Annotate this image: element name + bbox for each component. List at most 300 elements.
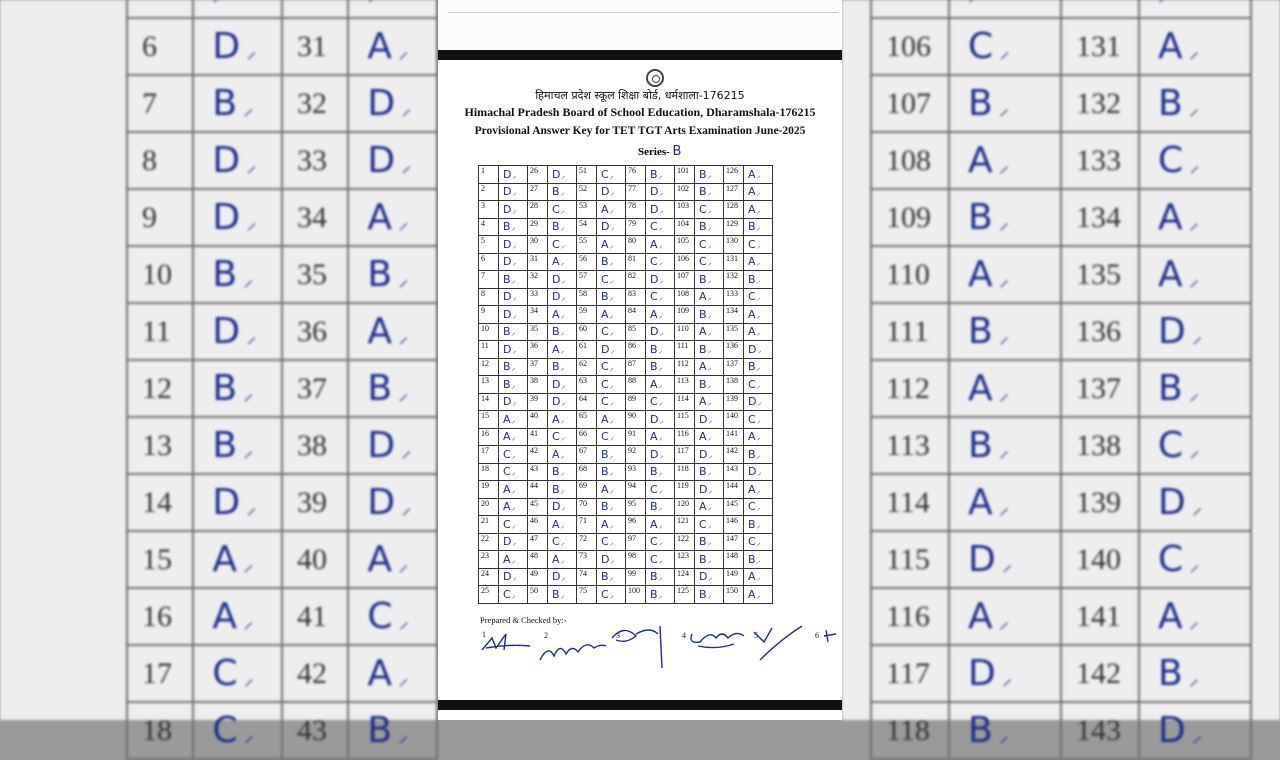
left-zoom-question-number: 42 (282, 645, 348, 702)
answer-option: C ⸝ (646, 218, 675, 236)
answer-option: D ⸝ (548, 393, 577, 411)
left-zoom-question-number: 17 (127, 645, 193, 702)
right-zoom-grid (870, 0, 1252, 760)
left-zoom-row (127, 189, 437, 246)
answer-option: B ⸝ (695, 183, 724, 201)
answer-option: C ⸝ (499, 516, 528, 534)
signatory-number-3: 3 (616, 631, 620, 640)
signature-1 (478, 620, 538, 670)
question-number: 128 (724, 201, 744, 219)
answer-option: D ⸝ (597, 341, 626, 359)
right-zoom-row (871, 702, 1251, 759)
right-zoom-answer-option: B ⸝ (949, 189, 1061, 246)
question-number: 33 (528, 288, 548, 306)
signature-6 (822, 620, 842, 670)
question-number: 126 (724, 166, 744, 184)
answer-option: A ⸝ (548, 551, 577, 569)
left-zoom-answer-option: D ⸝ (193, 189, 282, 246)
left-zoom-row (127, 474, 437, 531)
right-zoom-row (871, 474, 1251, 531)
question-number: 107 (675, 271, 695, 289)
answer-option: B ⸝ (499, 271, 528, 289)
signatory-number-4: 4 (682, 631, 686, 640)
question-number: 64 (577, 393, 597, 411)
left-zoom-question-number: 41 (282, 588, 348, 645)
left-zoom-question-number: 33 (282, 132, 348, 189)
question-number: 53 (577, 201, 597, 219)
question-number: 47 (528, 533, 548, 551)
answer-option: C ⸝ (744, 498, 773, 516)
left-zoom-answer-option: A ⸝ (193, 588, 282, 645)
answer-option: B ⸝ (597, 253, 626, 271)
answer-row (479, 166, 773, 184)
answer-option: C ⸝ (695, 253, 724, 271)
question-number: 127 (724, 183, 744, 201)
question-number: 28 (528, 201, 548, 219)
question-number: 115 (675, 411, 695, 429)
answer-option: A ⸝ (744, 201, 773, 219)
answer-option: A ⸝ (695, 498, 724, 516)
question-number: 141 (724, 428, 744, 446)
answer-option: A ⸝ (548, 253, 577, 271)
right-zoom-question-number: 118 (871, 702, 949, 759)
question-number: 131 (724, 253, 744, 271)
question-number: 66 (577, 428, 597, 446)
question-number: 91 (626, 428, 646, 446)
question-number: 48 (528, 551, 548, 569)
left-zoom-question-number: 38 (282, 417, 348, 474)
answer-option: D ⸝ (548, 166, 577, 184)
answer-option: A ⸝ (548, 446, 577, 464)
answer-row (479, 236, 773, 254)
question-number: 31 (528, 253, 548, 271)
page-divider-bottom (438, 700, 842, 710)
answer-option: A ⸝ (695, 393, 724, 411)
question-number: 13 (479, 376, 499, 394)
answer-option: B ⸝ (597, 446, 626, 464)
left-zoom-answer-option: C ⸝ (193, 645, 282, 702)
question-number: 43 (528, 463, 548, 481)
question-number: 42 (528, 446, 548, 464)
right-zoom-answer-option: B ⸝ (1139, 75, 1251, 132)
answer-option: B ⸝ (744, 271, 773, 289)
answer-option: B ⸝ (597, 288, 626, 306)
right-zoom-question-number: 142 (1061, 645, 1139, 702)
question-number: 15 (479, 411, 499, 429)
right-zoom-question-number: 112 (871, 360, 949, 417)
answer-option: C ⸝ (499, 446, 528, 464)
answer-option: C ⸝ (499, 463, 528, 481)
question-number: 72 (577, 533, 597, 551)
question-number: 104 (675, 218, 695, 236)
right-zoom-row (871, 18, 1251, 75)
left-zoom-answer-option: D ⸝ (193, 18, 282, 75)
answer-option: B ⸝ (744, 516, 773, 534)
question-number: 95 (626, 498, 646, 516)
left-zoom-row (127, 75, 437, 132)
answer-option: C ⸝ (646, 253, 675, 271)
answer-option: C ⸝ (597, 358, 626, 376)
question-number: 102 (675, 183, 695, 201)
left-zoom-answer-option: A ⸝ (348, 531, 437, 588)
answer-row (479, 446, 773, 464)
right-zoom-answer-option: A ⸝ (949, 588, 1061, 645)
question-number: 121 (675, 516, 695, 534)
answer-row (479, 393, 773, 411)
question-number: 84 (626, 306, 646, 324)
answer-option: A ⸝ (744, 183, 773, 201)
right-zoom-row (871, 531, 1251, 588)
board-name-english: Himachal Pradesh Board of School Education, Dharamshala-176215 (464, 105, 816, 119)
question-number: 20 (479, 498, 499, 516)
question-number: 120 (675, 498, 695, 516)
question-number: 116 (675, 428, 695, 446)
right-zoom-question-number: 133 (1061, 132, 1139, 189)
question-number: 146 (724, 516, 744, 534)
answer-option: C ⸝ (597, 166, 626, 184)
answer-option: A ⸝ (499, 411, 528, 429)
left-zoom-answer-option: D ⸝ (348, 417, 437, 474)
answer-option: B ⸝ (597, 463, 626, 481)
left-zoom-answer-option: D ⸝ (348, 132, 437, 189)
question-number: 85 (626, 323, 646, 341)
answer-option: C ⸝ (744, 411, 773, 429)
question-number: 149 (724, 568, 744, 586)
answer-option: D ⸝ (499, 568, 528, 586)
answer-option: D ⸝ (499, 253, 528, 271)
answer-option: B ⸝ (548, 586, 577, 604)
answer-option: C ⸝ (548, 428, 577, 446)
right-zoom-answer-option: A ⸝ (1139, 189, 1251, 246)
question-number: 19 (479, 481, 499, 499)
question-number: 83 (626, 288, 646, 306)
question-number: 111 (675, 341, 695, 359)
series-label: Series- (638, 146, 670, 158)
question-number: 78 (626, 201, 646, 219)
board-emblem-icon (646, 69, 664, 87)
answer-option: C ⸝ (597, 271, 626, 289)
answer-option: A ⸝ (646, 428, 675, 446)
answer-row (479, 568, 773, 586)
right-zoom-answer-option: A ⸝ (1139, 588, 1251, 645)
right-zoom-answer-option: B ⸝ (949, 702, 1061, 759)
answer-option: D ⸝ (646, 411, 675, 429)
left-zoom-answer-option: B ⸝ (348, 360, 437, 417)
answer-option: A ⸝ (548, 341, 577, 359)
left-zoom-question-number: 11 (127, 303, 193, 360)
right-zoom-question-number: 116 (871, 588, 949, 645)
answer-option: C ⸝ (646, 393, 675, 411)
question-number: 16 (479, 428, 499, 446)
question-number: 132 (724, 271, 744, 289)
answer-option: D ⸝ (499, 201, 528, 219)
answer-option: A ⸝ (548, 306, 577, 324)
answer-option: A ⸝ (695, 358, 724, 376)
answer-option: C ⸝ (597, 428, 626, 446)
right-zoom-question-number: 137 (1061, 360, 1139, 417)
answer-option: D ⸝ (548, 376, 577, 394)
right-zoom-answer-option: C ⸝ (1139, 417, 1251, 474)
answer-option: A ⸝ (695, 288, 724, 306)
right-zoom-question-number: 139 (1061, 474, 1139, 531)
question-number: 24 (479, 568, 499, 586)
question-number: 122 (675, 533, 695, 551)
board-name-hindi: हिमाचल प्रदेश स्कूल शिक्षा बोर्ड, धर्मशाला-176215 (535, 89, 745, 102)
left-zoom-answer-option: A ⸝ (348, 18, 437, 75)
question-number: 94 (626, 481, 646, 499)
answer-option: B ⸝ (695, 306, 724, 324)
right-zoom-answer-option: C ⸝ (949, 18, 1061, 75)
answer-option: D ⸝ (548, 498, 577, 516)
left-zoom-answer-option: D ⸝ (193, 132, 282, 189)
question-number: 108 (675, 288, 695, 306)
question-number: 17 (479, 446, 499, 464)
answer-row (479, 323, 773, 341)
right-zoom-body (871, 18, 1251, 759)
answer-option: D ⸝ (695, 446, 724, 464)
question-number: 150 (724, 586, 744, 604)
question-number: 58 (577, 288, 597, 306)
answer-option: B ⸝ (744, 218, 773, 236)
answer-option: D ⸝ (646, 271, 675, 289)
answer-row (479, 358, 773, 376)
question-number: 62 (577, 358, 597, 376)
question-number: 124 (675, 568, 695, 586)
answer-option: D ⸝ (695, 411, 724, 429)
right-zoom-question-number: 136 (1061, 303, 1139, 360)
left-zoom-question-number: 7 (127, 75, 193, 132)
left-zoom-answer-option: A ⸝ (348, 189, 437, 246)
right-zoom-question-number: 117 (871, 645, 949, 702)
left-zoom-answer-option: A ⸝ (193, 531, 282, 588)
question-number: 36 (528, 341, 548, 359)
answer-option: B ⸝ (548, 481, 577, 499)
answer-option: B ⸝ (548, 218, 577, 236)
answer-option: C ⸝ (499, 586, 528, 604)
question-number: 32 (528, 271, 548, 289)
right-zoom-row (871, 75, 1251, 132)
answer-option: C ⸝ (695, 236, 724, 254)
left-zoom-body (127, 18, 437, 759)
question-number: 63 (577, 376, 597, 394)
question-number: 26 (528, 166, 548, 184)
answer-option: D ⸝ (499, 236, 528, 254)
answer-option: A ⸝ (597, 516, 626, 534)
question-number: 23 (479, 551, 499, 569)
right-zoom-question-number: 107 (871, 75, 949, 132)
answer-option: B ⸝ (744, 551, 773, 569)
answer-option: D ⸝ (597, 218, 626, 236)
left-zoom-question-number: 12 (127, 360, 193, 417)
answer-key-body (479, 166, 773, 604)
question-number: 49 (528, 568, 548, 586)
answer-option: A ⸝ (744, 568, 773, 586)
answer-option: C ⸝ (548, 533, 577, 551)
question-number: 106 (675, 253, 695, 271)
right-zoom-answer-option: C ⸝ (1139, 132, 1251, 189)
page-divider-top (438, 50, 842, 60)
left-zoom-question-number: 9 (127, 189, 193, 246)
prepared-checked-label: Prepared & Checked by:- (480, 615, 567, 625)
right-zoom-question-number: 141 (1061, 588, 1139, 645)
answer-option: A ⸝ (597, 481, 626, 499)
document-title: Provisional Answer Key for TET TGT Arts Examination June-2025 (474, 125, 806, 137)
answer-key-table (478, 165, 773, 604)
question-number: 137 (724, 358, 744, 376)
left-zoom-answer-option: B ⸝ (193, 75, 282, 132)
right-zoom-row (871, 360, 1251, 417)
answer-option: B ⸝ (695, 166, 724, 184)
question-number: 29 (528, 218, 548, 236)
left-zoom-question-number: 16 (127, 588, 193, 645)
signature-4 (686, 620, 756, 670)
question-number: 100 (626, 586, 646, 604)
right-zoom-question-number: 135 (1061, 246, 1139, 303)
question-number: 34 (528, 306, 548, 324)
answer-option: B ⸝ (695, 218, 724, 236)
right-zoom-answer-option: A ⸝ (949, 132, 1061, 189)
answer-option: A ⸝ (744, 253, 773, 271)
signature-5 (750, 620, 810, 670)
right-zoom-answer-option: B ⸝ (949, 303, 1061, 360)
right-zoom-answer-option: B ⸝ (1139, 360, 1251, 417)
answer-option: A ⸝ (646, 306, 675, 324)
answer-option: A ⸝ (695, 428, 724, 446)
right-zoom-row (871, 588, 1251, 645)
right-zoom-question-number: 109 (871, 189, 949, 246)
answer-row (479, 306, 773, 324)
left-zoom-answer-option: D ⸝ (348, 474, 437, 531)
question-number: 135 (724, 323, 744, 341)
question-number: 18 (479, 463, 499, 481)
answer-option: A ⸝ (744, 306, 773, 324)
question-number: 147 (724, 533, 744, 551)
answer-row (479, 463, 773, 481)
answer-option: B ⸝ (548, 358, 577, 376)
question-number: 89 (626, 393, 646, 411)
right-zoom-question-number: 108 (871, 132, 949, 189)
right-zoom-answer-option: D ⸝ (949, 531, 1061, 588)
right-zoom-answer-option: D ⸝ (1139, 303, 1251, 360)
right-zoom-question-number: 131 (1061, 18, 1139, 75)
answer-option: B ⸝ (744, 358, 773, 376)
right-zoom-question-number: 111 (871, 303, 949, 360)
question-number: 21 (479, 516, 499, 534)
left-zoom-answer-option: B ⸝ (193, 246, 282, 303)
answer-option: D ⸝ (499, 393, 528, 411)
left-zoom-row (127, 303, 437, 360)
answer-option: D ⸝ (646, 201, 675, 219)
answer-option: B ⸝ (646, 586, 675, 604)
answer-option: C ⸝ (646, 533, 675, 551)
question-number: 46 (528, 516, 548, 534)
answer-option: B ⸝ (646, 358, 675, 376)
right-zoom-answer-option: A ⸝ (949, 246, 1061, 303)
answer-row (479, 218, 773, 236)
right-zoom-answer-option: B ⸝ (949, 417, 1061, 474)
question-number: 76 (626, 166, 646, 184)
answer-option: D ⸝ (499, 533, 528, 551)
left-zoom-question-number: 18 (127, 702, 193, 759)
left-zoom-answer-option: B ⸝ (193, 360, 282, 417)
question-number: 113 (675, 376, 695, 394)
question-number: 133 (724, 288, 744, 306)
signatory-number-2: 2 (544, 631, 548, 640)
left-zoom-answer-option: D ⸝ (193, 303, 282, 360)
answer-option: B ⸝ (695, 341, 724, 359)
question-number: 10 (479, 323, 499, 341)
question-number: 69 (577, 481, 597, 499)
question-number: 1 (479, 166, 499, 184)
question-number: 101 (675, 166, 695, 184)
answer-option: C ⸝ (548, 236, 577, 254)
question-number: 14 (479, 393, 499, 411)
question-number: 105 (675, 236, 695, 254)
left-zoom-answer-option: A ⸝ (348, 645, 437, 702)
answer-option: B ⸝ (646, 341, 675, 359)
right-zoom-row (871, 303, 1251, 360)
right-zoom-question-number: 106 (871, 18, 949, 75)
question-number: 22 (479, 533, 499, 551)
left-zoom-answer-option: C ⸝ (348, 588, 437, 645)
question-number: 125 (675, 586, 695, 604)
answer-option: B ⸝ (646, 463, 675, 481)
question-number: 93 (626, 463, 646, 481)
left-zoom-row (127, 531, 437, 588)
left-zoom-question-number: 8 (127, 132, 193, 189)
answer-option: A ⸝ (597, 411, 626, 429)
question-number: 148 (724, 551, 744, 569)
question-number: 11 (479, 341, 499, 359)
answer-option: D ⸝ (499, 306, 528, 324)
answer-option: D ⸝ (695, 568, 724, 586)
left-zoom-answer-option: B ⸝ (348, 702, 437, 759)
answer-option: A ⸝ (646, 516, 675, 534)
left-zoom-question-number: 14 (127, 474, 193, 531)
answer-option: A ⸝ (744, 323, 773, 341)
left-zoom-question-number: 37 (282, 360, 348, 417)
answer-option: C ⸝ (597, 393, 626, 411)
answer-option: A ⸝ (744, 481, 773, 499)
answer-option: B ⸝ (499, 323, 528, 341)
answer-row (479, 341, 773, 359)
answer-option: D ⸝ (646, 446, 675, 464)
question-number: 119 (675, 481, 695, 499)
left-zoom-question-number: 6 (127, 18, 193, 75)
answer-option: C ⸝ (597, 533, 626, 551)
left-zoomed-background (0, 0, 438, 751)
answer-option: D ⸝ (499, 341, 528, 359)
question-number: 67 (577, 446, 597, 464)
question-number: 114 (675, 393, 695, 411)
answer-option: A ⸝ (744, 166, 773, 184)
answer-option: B ⸝ (499, 218, 528, 236)
left-zoom-answer-option: D ⸝ (348, 75, 437, 132)
answer-option: B ⸝ (597, 498, 626, 516)
answer-option: B ⸝ (695, 586, 724, 604)
right-zoom-answer-option: D ⸝ (1139, 474, 1251, 531)
question-number: 110 (675, 323, 695, 341)
question-number: 3 (479, 201, 499, 219)
answer-option: C ⸝ (695, 516, 724, 534)
answer-option: A ⸝ (695, 323, 724, 341)
right-zoom-answer-option: A ⸝ (949, 360, 1061, 417)
question-number: 96 (626, 516, 646, 534)
right-zoom-question-number: 113 (871, 417, 949, 474)
question-number: 81 (626, 253, 646, 271)
answer-row (479, 411, 773, 429)
left-zoom-row (127, 18, 437, 75)
